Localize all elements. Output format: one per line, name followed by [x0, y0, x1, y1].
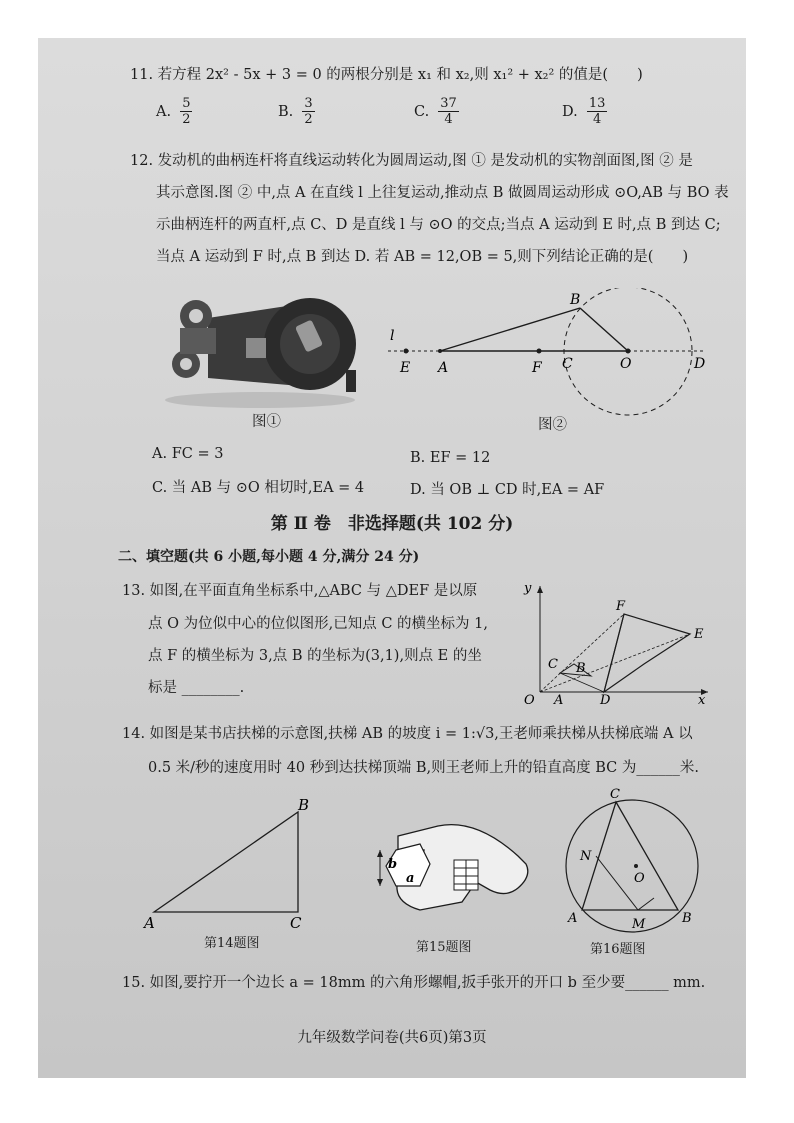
label-b: b	[388, 857, 398, 872]
label-C: C	[610, 787, 620, 802]
q12-option-a: A. FC = 3	[152, 446, 224, 462]
label-O: O	[620, 356, 632, 372]
q13-line-4: 标是 ________.	[148, 680, 245, 696]
fraction: $\frac{37}{4}$	[440, 96, 457, 127]
label-B: B	[576, 661, 586, 676]
q15-caption: 第15题图	[416, 940, 472, 955]
crank-diagram	[384, 288, 714, 428]
fraction: $\frac{5}{2}$	[182, 96, 191, 127]
label-a: a	[406, 871, 415, 886]
q12-line-1: 12. 发动机的曲柄连杆将直线运动转化为圆周运动,图 ① 是发动机的实物剖面图,图 ② 是	[130, 153, 693, 169]
q14-caption: 第14题图	[204, 936, 260, 951]
fraction: $\frac{13}{4}$	[588, 96, 606, 127]
label-A: A	[568, 911, 578, 926]
q12-option-d: D. 当 OB ⊥ CD 时,EA = AF	[410, 482, 605, 498]
label-F: F	[616, 599, 626, 614]
fraction: $\frac{3}{2}$	[304, 96, 313, 127]
q11-option-c: C. $\frac{37}{4}$	[414, 96, 457, 127]
q11-option-b: B. $\frac{3}{2}$	[278, 96, 313, 127]
q11-stem: 11. 若方程 2x² - 5x + 3 = 0 的两根分别是 x₁ 和 x₂,则 x₁² + x₂² 的值是( )	[130, 67, 643, 83]
label-N: N	[580, 849, 592, 864]
label-B: B	[298, 796, 310, 814]
fig1-caption: 图①	[252, 414, 281, 430]
q14-line-2: 0.5 米/秒的速度用时 40 秒到达扶梯顶端 B,则王老师上升的铅直高度 BC 为______米.	[148, 760, 699, 776]
q13-line-1: 13. 如图,在平面直角坐标系中,△ABC 与 △DEF 是以原	[122, 583, 478, 599]
label-O: O	[524, 693, 535, 704]
q16-circle-diagram	[558, 786, 718, 936]
label-E: E	[694, 627, 704, 642]
label-l: l	[390, 328, 395, 344]
q15-line: 15. 如图,要拧开一个边长 a = 18mm 的六角形螺帽,扳手张开的开口 b 至少要______ mm.	[122, 975, 706, 991]
label-F: F	[532, 360, 542, 376]
page-footer: 九年级数学问卷(共6页)第3页	[297, 1030, 487, 1046]
label-C: C	[548, 657, 558, 672]
q16-caption: 第16题图	[590, 942, 646, 957]
q11-option-a: A. $\frac{5}{2}$	[156, 96, 191, 127]
section-heading: 二、填空题(共 6 小题,每小题 4 分,满分 24 分)	[118, 549, 420, 565]
label-x: x	[698, 693, 706, 704]
q13-coordinate-diagram	[512, 580, 712, 704]
fig2-caption: 图②	[538, 417, 567, 433]
label-C: C	[562, 356, 573, 372]
q11-option-d: D. $\frac{13}{4}$	[562, 96, 606, 127]
label-E: E	[400, 360, 411, 376]
q12-option-b: B. EF = 12	[410, 450, 491, 466]
exam-page	[38, 38, 746, 1078]
q15-wrench-diagram	[358, 806, 538, 926]
engine-photo-image	[150, 282, 370, 412]
label-O: O	[634, 871, 645, 886]
q12-line-2: 其示意图.图 ② 中,点 A 在直线 l 上往复运动,推动点 B 做圆周运动形成 ⊙O,AB 与 BO 表	[156, 185, 729, 201]
q14-escalator-diagram	[138, 796, 338, 932]
q13-line-2: 点 O 为位似中心的位似图形,已知点 C 的横坐标为 1,	[148, 616, 488, 632]
label-A: A	[144, 914, 155, 932]
label-y: y	[524, 581, 532, 596]
label-B: B	[682, 911, 692, 926]
q12-line-3: 示曲柄连杆的两直杆,点 C、D 是直线 l 与 ⊙O 的交点;当点 A 运动到 E 时,点 B 到达 C;	[156, 217, 721, 233]
q12-option-c: C. 当 AB 与 ⊙O 相切时,EA = 4	[152, 480, 365, 496]
label-A: A	[554, 693, 564, 704]
label-C: C	[290, 914, 302, 932]
part2-title: 第 Ⅱ 卷 非选择题(共 102 分)	[270, 514, 514, 534]
label-B: B	[570, 292, 581, 308]
q14-line-1: 14. 如图是某书店扶梯的示意图,扶梯 AB 的坡度 i = 1:√3,王老师乘扶梯从扶梯底端 A 以	[122, 726, 693, 742]
label-A: A	[438, 360, 449, 376]
label-D: D	[694, 356, 706, 372]
q12-line-4: 当点 A 运动到 F 时,点 B 到达 D. 若 AB = 12,OB = 5,则下列结论正确的是( )	[156, 249, 689, 265]
label-M: M	[632, 917, 646, 932]
q13-line-3: 点 F 的横坐标为 3,点 B 的坐标为(3,1),则点 E 的坐	[148, 648, 482, 664]
label-D: D	[600, 693, 611, 704]
